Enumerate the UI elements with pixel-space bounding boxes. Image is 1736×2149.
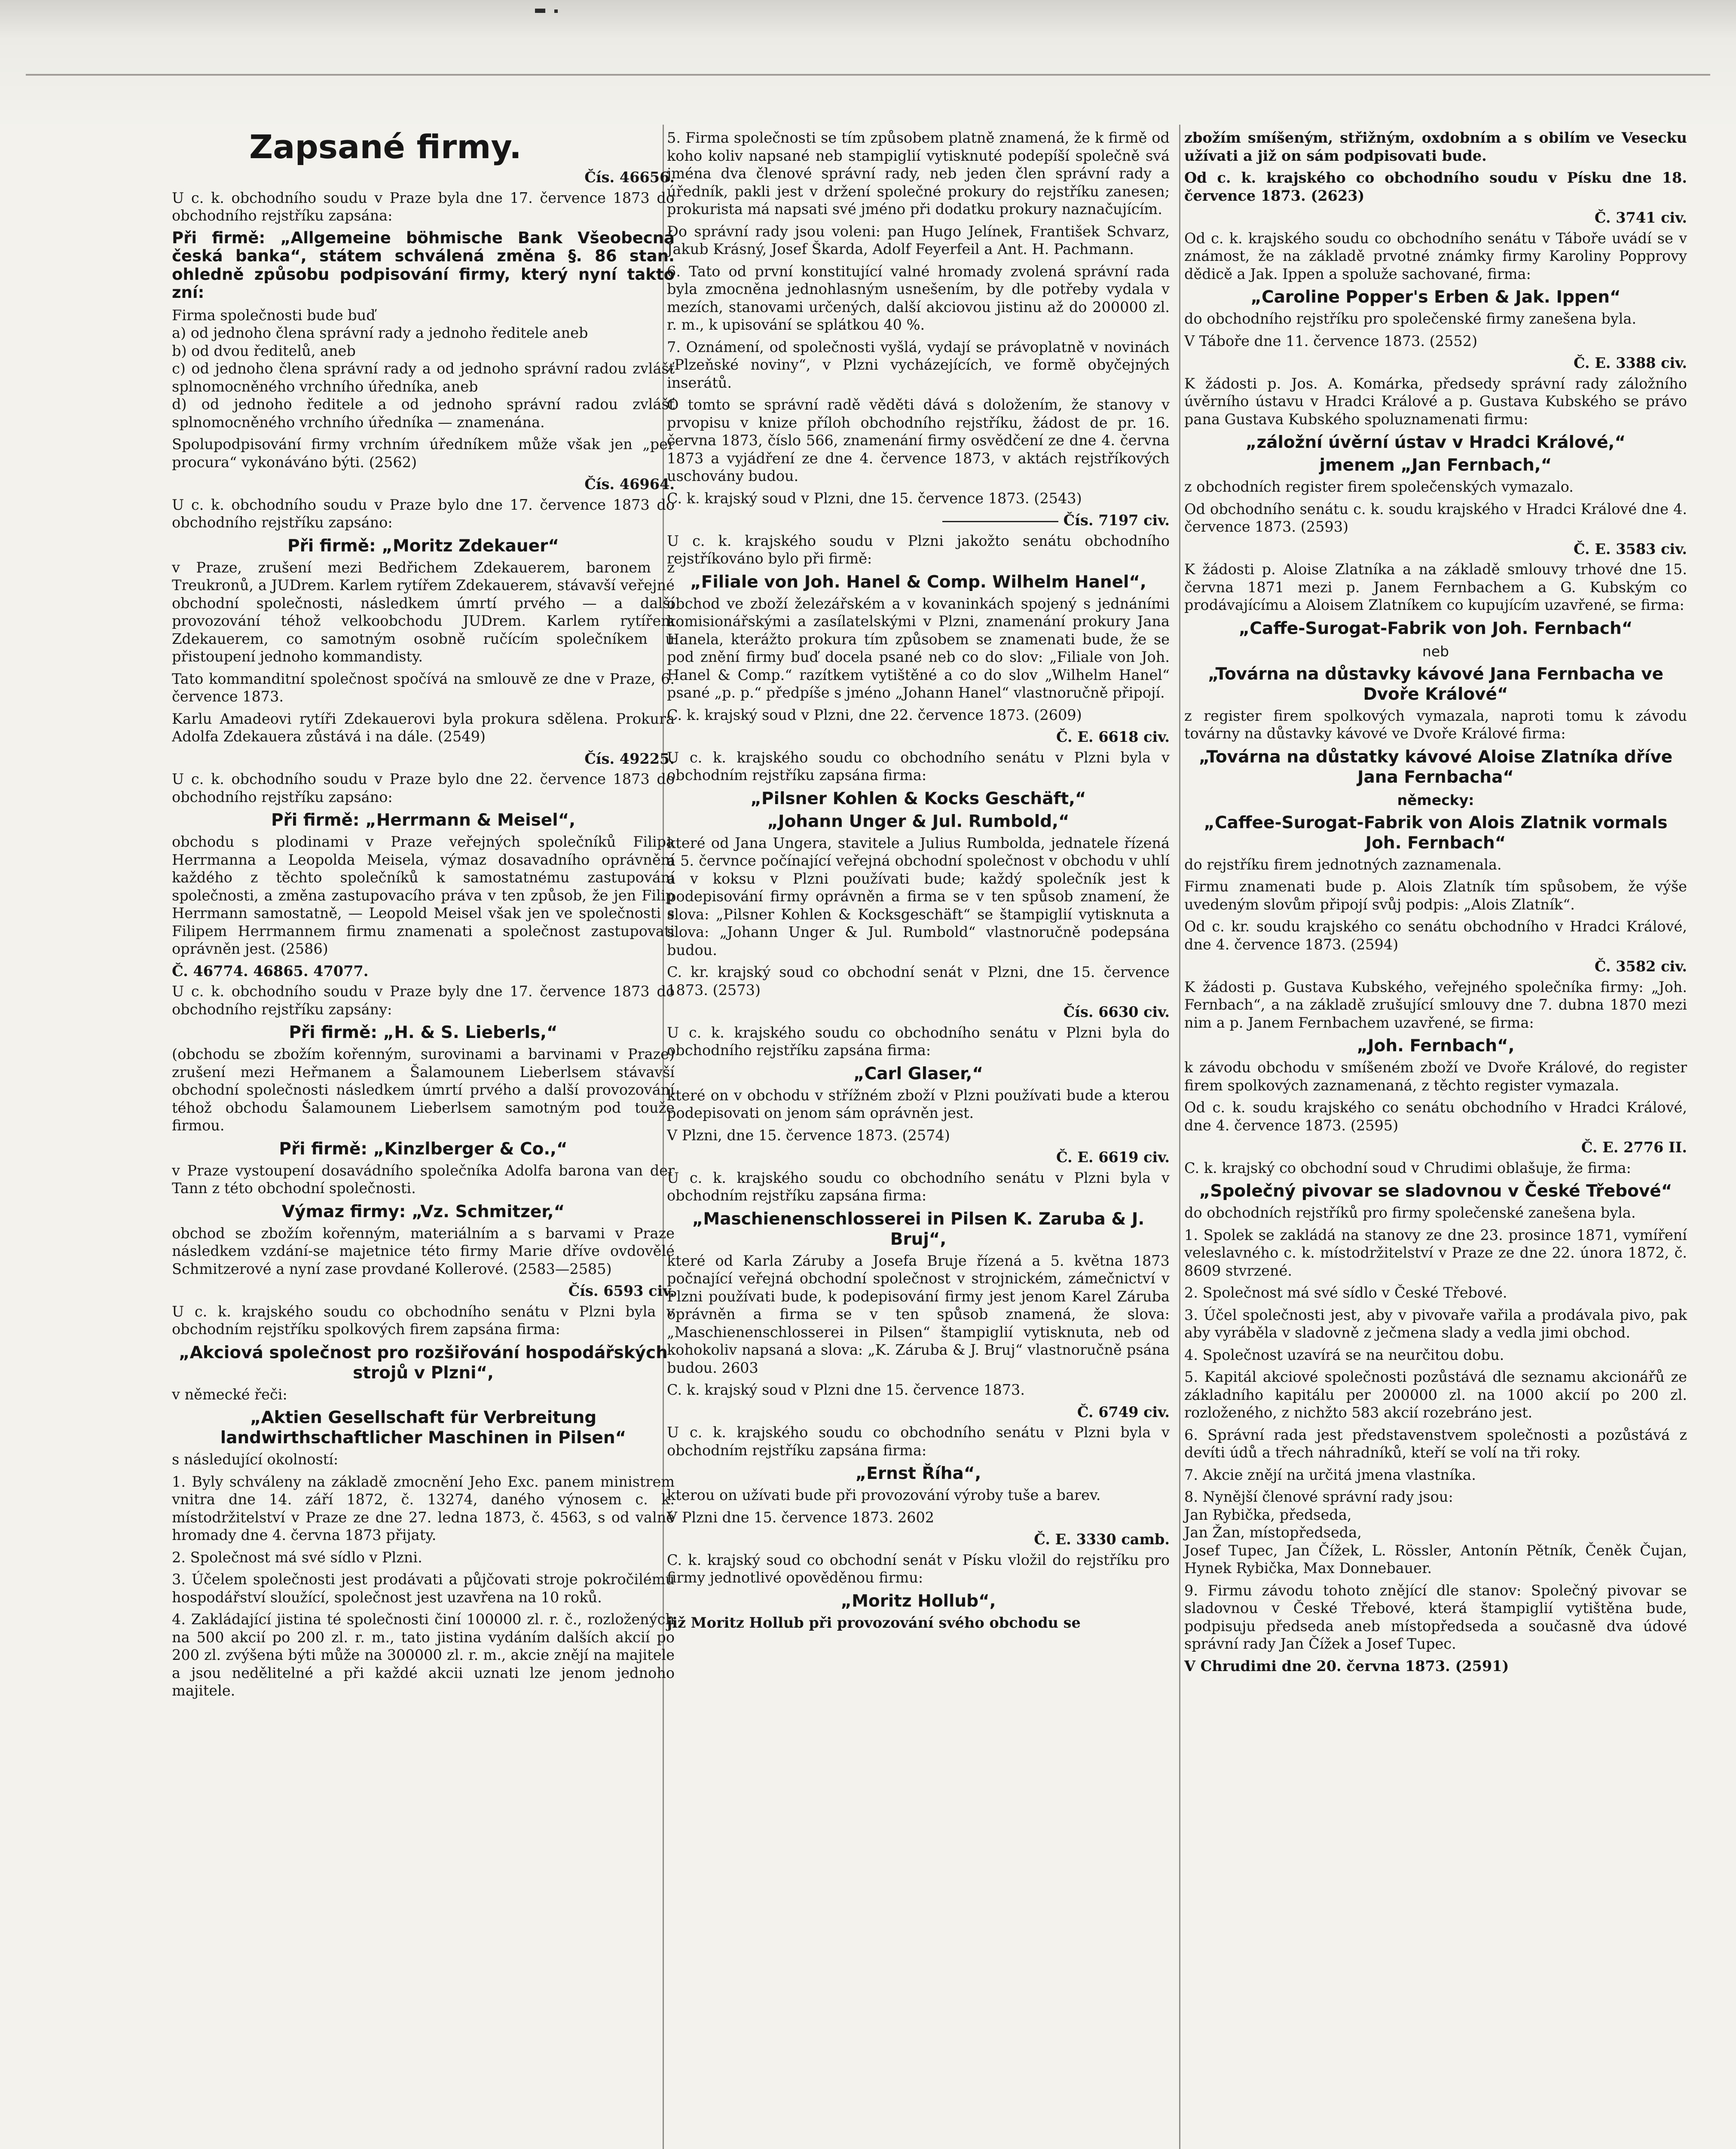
record-number: Č. E. 6618 civ. — [1056, 729, 1170, 745]
record-number: Č. E. 2776 II. — [1581, 1139, 1687, 1156]
paragraph: C. k. krajský soud v Plzni dne 15. července 1873. — [667, 1381, 1025, 1398]
print-speck — [554, 9, 558, 13]
paragraph: z register firem spolkových vymazala, naproti tomu k závodu továrny na důstavky kávové ve Dvoře Králové firma: — [1184, 707, 1687, 742]
paragraph: C. k. krajský soud v Plzni, dne 15. července 1873. (2543) — [667, 490, 1082, 507]
firm-name: „Caffee-Surogat-Fabrik von Alois Zlatnik vormals Joh. Fernbach“ — [1204, 813, 1668, 853]
paragraph: Tato kommanditní společnost spočívá na smlouvě ze dne v Praze, 6. července 1873. — [172, 670, 675, 705]
paragraph: V Táboře dne 11. července 1873. (2552) — [1184, 332, 1478, 349]
paragraph: v Praze vystoupení dosavádního společníka Adolfa barona van der Tann z této obchodní společnosti. — [172, 1162, 675, 1197]
paragraph: Spolupodpisování firmy vrchním úředníkem může však jen „per procura“ vykonáváno býti. (2562) — [172, 436, 675, 471]
firm-clause: Při firmě: „Allgemeine böhmische Bank Všeobecná česká banka“, státem schválená změna §. 86 stan. ohledně způsobu podpisování firmy, který nyní takto zní: — [172, 228, 675, 302]
record-number: Čís. 6593 civ. — [568, 1283, 675, 1299]
paragraph: do obchodního rejstříku pro společenské firmy zanešena byla. — [1184, 310, 1637, 327]
paragraph: v Praze, zrušení mezi Bedřichem Zdekauerem, baronem z Treukronů, a JUDrem. Karlem rytířem Zdekauerem, stávavší veřejné obchodní společnosti, následkem úmrtí prvého — a další provozování téhož velkoobchodu JUDrem. Karlem rytířem Zdekauerem, co samotným osobně ručícím společníkem u přistoupení jednoho kommandisty. — [172, 559, 675, 665]
paragraph: do rejstříku firem jednotných zaznamenala. — [1184, 856, 1502, 873]
paragraph: 9. Firmu závodu tohoto znějící dle stanov: Společný pivovar se sladovnou v České Třebové, která štampiglií vytištěna bude, podpisuju předseda aneb místopředseda a současně dva údové správní rady Jan Čížek a Josef Tupec. — [1184, 1582, 1687, 1652]
conjunction: neb — [1422, 643, 1449, 660]
paragraph: které od Karla Záruby a Josefa Bruje řízená a 5. května 1873 počnající veřejná obchodní společnost v strojnickém, zámečnictví v Plzni používati bude, k podepisování firmy jest jenom Karel Záruba oprávněn a firma se v ten spůsob znamená, že slova: „Maschienenschlosserei in Pilsen“ štampiglií vytisknuta, neb od kohokoliv napsaná a slova: „K. Záruba & J. Bruj“ vlastnoručně psána budou. 2603 — [667, 1252, 1170, 1376]
firm-name: „Caroline Popper's Erben & Jak. Ippen“ — [1250, 288, 1621, 307]
paragraph: 8. Nynější členové správní rady jsou: Jan Rybička, předseda, Jan Žan, místopředseda, Josef Tupec, Jan Čížek, L. Rössler, Antonín Pětník, Čeněk Čujan, Hynek Rybička, Max Donnebauer. — [1184, 1488, 1687, 1577]
paragraph: které on v obchodu v střížném zboží v Plzni používati bude a kterou podepisovati on jenom sám oprávněn jest. — [667, 1087, 1170, 1121]
paragraph: 5. Firma společnosti se tím způsobem platně znamená, že k firmě od koho koliv napsané neb stampiglií vytisknuté podepíší společně svá jména dva členové správní rady, neb jeden člen správní rady a úředník, pakli jest v držení společné prokury do rejstříku zanesen; prokurista má napsati své jméno při dodatku prokury naznačujícím. — [667, 129, 1170, 217]
firm-name: „Továrna na důstatky kávové Aloise Zlatníka dříve Jana Fernbacha“ — [1198, 747, 1673, 787]
firm-name: „Joh. Fernbach“, — [1357, 1036, 1515, 1056]
paragraph: U c. k. krajského soudu co obchodního senátu v Plzni byla do obchodního rejstříku zapsána firma: — [667, 1024, 1170, 1059]
language-note: německy: — [1397, 791, 1474, 808]
paragraph: Firma společnosti bude buď a) od jednoho člena správní rady a jednoho ředitele aneb b) od dvou ředitelů, aneb c) od jednoho člena správní rady a od jednoho správní radou zvlášť splnomocněného vrchního úředníka, aneb d) od jednoho ředitele a od jednoho správní radou zvlášť splnomocněného vrchního úředníka — znamenána. — [172, 306, 675, 431]
record-number: Čís. 49225. — [584, 750, 675, 767]
record-number: Č. E. 3583 civ. — [1573, 540, 1687, 557]
separator-rule — [942, 521, 1058, 522]
paragraph: Do správní rady jsou voleni: pan Hugo Jelínek, František Schvarz, Jakub Krásný, Josef Škarda, Adolf Feyerfeil a Ant. H. Pachmann. — [667, 223, 1170, 257]
paragraph: K žádosti p. Jos. A. Komárka, předsedy správní rady záložního úvěrního ústavu v Hradci Králové a p. Gustava Kubského se právo pana Gustava Kubského spoluznamenati firmu: — [1184, 375, 1687, 428]
column-left — [172, 129, 675, 1704]
paragraph: U c. k. krajského soudu co obchodního senátu v Plzni byla v obchodním rejstříku spolkových firem zapsána firma: — [172, 1303, 675, 1338]
record-number: Č. E. 3330 camb. — [1034, 1531, 1170, 1548]
paragraph: s následující okolností: — [172, 1451, 339, 1468]
paragraph: 6. Správní rada jest představenstvem společnosti a pozůstává z devíti údů a třech náhradníků, kteří se volí na tři roky. — [1184, 1426, 1687, 1461]
record-number: Č. 3582 civ. — [1594, 958, 1687, 975]
record-number: Čís. 46964. — [584, 476, 675, 493]
record-number: Č. 46774. 46865. 47077. — [172, 962, 369, 980]
record-number: Č. E. 6619 civ. — [1056, 1149, 1170, 1166]
paragraph: U c. k. krajského soudu v Plzni jakožto senátu obchodního rejstříkováno bylo při firmě: — [667, 532, 1170, 567]
paragraph: Od c. k. soudu krajského co senátu obchodního v Hradci Králové, dne 4. července 1873. (2595) — [1184, 1099, 1687, 1134]
paragraph: 7. Akcie znějí na určitá jmena vlastníka. — [1184, 1466, 1476, 1483]
paragraph: do obchodních rejstříků pro firmy společenské zanešena byla. — [1184, 1204, 1636, 1221]
paragraph: 4. Zakládající jistina té společnosti činí 100000 zl. r. č., rozložených na 500 akcií po 200 zl. r. m., tato jistina vydáním dalších akcií po 200 zl. zvýšena býti může na 300000 zl. r. m., akcie znějí na majitele a jsou nedělitelné a při každé akcii uznati lze jenom jednoho majitele. — [172, 1611, 675, 1699]
record-number: Č. E. 3388 civ. — [1573, 355, 1687, 371]
record-number: Čís. 46656. — [584, 169, 675, 186]
paragraph: K žádosti p. Gustava Kubského, veřejného společníka firmy: „Joh. Fernbach“, a na základě zrušující smlouvy dne 7. dubna 1870 mezi nim a p. Janem Fernbachem uzavřené, se firma: — [1184, 978, 1687, 1031]
paragraph: U c. k. krajského soudu co obchodního senátu v Plzni byla v obchodním rejstříku zapsána firma: — [667, 1424, 1170, 1459]
firm-name: „Továrna na důstavky kávové Jana Fernbacha ve Dvoře Králové“ — [1207, 664, 1664, 704]
paragraph: V Chrudimi dne 20. června 1873. (2591) — [1184, 1657, 1509, 1675]
paragraph: K žádosti p. Aloise Zlatníka a na základě smlouvy trhové dne 15. června 1871 mezi p. Janem Fernbachem a G. Kubským co prodávajícímu a Aloisem Zlatníkem co kupujícím uzavřené, se firma: — [1184, 561, 1687, 613]
paragraph: U c. k. krajského soudu co obchodního senátu v Plzni byla v obchodním rejstříku zapsána firma: — [667, 749, 1170, 784]
paragraph: C. k. krajský co obchodní soud v Chrudimi oblašuje, že firma: — [1184, 1159, 1631, 1176]
paragraph: 1. Spolek se zakládá na stanovy ze dne 23. prosince 1871, vymíření veleslavného c. k. místodržitelství v Praze ze dne 22. února 1872, č. 8609 stvrzené. — [1184, 1226, 1687, 1279]
record-number — [667, 511, 1170, 530]
column-right — [1184, 129, 1687, 1679]
paragraph: 1. Byly schváleny na základě zmocnění Jeho Exc. panem ministrem vnitra dne 14. září 1872, č. 13274, daného výnosem c. k. místodržitelství v Praze ze dne 27. ledna 1873, č. 4563, s od valné hromady dne 4. června 1873 přijaty. — [172, 1473, 675, 1543]
firm-name: „Pilsner Kohlen & Kocks Geschäft,“ — [750, 789, 1086, 808]
paragraph: V Plzni, dne 15. července 1873. (2574) — [667, 1127, 950, 1144]
firm-name: Při firmě: „Herrmann & Meisel“, — [271, 811, 576, 830]
paragraph: C. kr. krajský soud co obchodní senát v Plzni, dne 15. července 1873. (2573) — [667, 964, 1170, 998]
paragraph: 7. Oznámení, od společnosti vyšlá, vydají se právoplatně v novinách „Plzeňské noviny“, v Plzni vycházejících, ve formě obyčejných inserátů. — [667, 338, 1170, 391]
firm-name: „Moritz Hollub“, — [840, 1591, 996, 1611]
column-rule — [1179, 125, 1180, 2149]
paragraph: k závodu obchodu v smíšeném zboží ve Dvoře Králové, do register firem spolkových zaznamenaná, z těchto register vymazala. — [1184, 1059, 1687, 1094]
paragraph: 2. Společnost má své sídlo v České Třebové. — [1184, 1284, 1507, 1301]
paragraph: Od obchodního senátu c. k. soudu krajského v Hradci Králové dne 4. července 1873. (2593) — [1184, 500, 1687, 535]
paragraph: U c. k. obchodního soudu v Praze bylo dne 17. července 1873 do obchodního rejstříku zapsáno: — [172, 496, 675, 531]
paragraph: z obchodních register firem společenských vymazalo. — [1184, 478, 1574, 495]
paragraph: 3. Účelem společnosti jest prodávati a půjčovati stroje pokročilému hospodářství sloužící, společnost jest uzavřena na 10 roků. — [172, 1571, 675, 1606]
paragraph: 3. Účel společnosti jest, aby v pivovaře vařila a prodávala pivo, pak aby vyráběla v sladovně z ječmena slady a vedla jimi obchod. — [1184, 1306, 1687, 1341]
firm-name: Při firmě: „Moritz Zdekauer“ — [287, 536, 559, 556]
firm-name: Při firmě: „H. & S. Lieberls,“ — [289, 1023, 558, 1042]
firm-name: „Aktien Gesellschaft für Verbreitung landwirthschaftlicher Maschinen in Pilsen“ — [220, 1408, 627, 1448]
paragraph: U c. k. obchodního soudu v Praze byla dne 17. července 1873 do obchodního rejstříku zapsána: — [172, 189, 675, 224]
record-number: Č. 6749 civ. — [1077, 1403, 1170, 1420]
firm-name: „Maschienenschlosserei in Pilsen K. Zaruba & J. Bruj“, — [692, 1209, 1145, 1249]
paragraph: obchodu s plodinami v Praze veřejných společníků Filipa Herrmanna a Leopolda Meisela, výmaz dosavadního oprávnění každého z těchto společníků k samostatnému zastupování společnosti, a změna zastupovacího práva v ten způsob, že jen Filip Herrmann samostatně, — Leopold Meisel však jen ve společnosti s Filipem Herrmannem firmu znamenati a společnost zastupovati oprávněn jest. (2586) — [172, 833, 675, 957]
print-speck — [535, 9, 545, 13]
paragraph: (obchodu se zbožím kořenným, surovinami a barvinami v Praze) zrušení mezi Heřmanem a Šalamounem Lieberlsem stávavší obchodní společnosti následkem úmrtí prvého a další provozování téhož obchodu Šalamounem Lieberlsem samotným pod touže firmou. — [172, 1046, 675, 1134]
paragraph: 5. Kapitál akciové společnosti pozůstává dle seznamu akcionářů ze základního kapitálu per 200000 zl. na 1000 akcií po 200 zl. rozloženého, z nichžto 583 akcií rozebráno jest. — [1184, 1368, 1687, 1421]
paragraph: V Plzni dne 15. července 1873. 2602 — [667, 1509, 935, 1526]
paragraph — [172, 229, 675, 302]
paragraph: C. k. krajský soud co obchodní senát v Písku vložil do rejstříku pro firmy jednotlivé opověděnou firmu: — [667, 1551, 1170, 1586]
paragraph: které od Jana Ungera, stavitele a Julius Rumbolda, jednatele řízená a 5. červnce počínající veřejná obchodní společnost v obchodu v uhlí a v koksu v Plzni používati bude; každý společník jest k podepisování firmy oprávněn a firma se v ten spůsob znamení, že slova: „Pilsner Kohlen & Kocksgeschäft“ se štampiglií vytisknuta a slova: „Johann Unger & Jul. Rumbold“ vlastnoručně podepsána budou. — [667, 834, 1170, 958]
record-number: Čís. 6630 civ. — [1063, 1004, 1170, 1020]
firm-name: „Ernst Říha“, — [855, 1464, 981, 1483]
record-number-text: Čís. 7197 civ. — [1063, 512, 1170, 529]
paragraph: obchod ve zboží železářském a v kovaninkách spojený s jednáními komisionářskými a zasílatelskými v Plzni, znamenání prokury Jana Hanela, kterážto prokura tím způsobem se znamenati bude, že se pod znění firmy buď docela psané neb co do slov: „Filiale von Joh. Hanel & Comp.“ razítkem vytištěné a co do slov „Wilhelm Hanel“ psané „p. p.“ předpíše s jméno „Johann Hanel“ vlastnoručně připojí. — [667, 595, 1170, 701]
firm-name: „Johann Unger & Jul. Rumbold,“ — [767, 811, 1070, 831]
paragraph: 6. Tato od první konstitující valné hromady zvolená správní rada byla zmocněna jednohlasným usnešením, by dle potřeby vydala v mezích, stanovami určených, další akciovou jistinu až do 200000 zl. r. m., k upisování se splátkou 40 %. — [667, 263, 1170, 333]
record-number: Č. 3741 civ. — [1594, 209, 1687, 226]
paragraph: U c. k. obchodního soudu v Praze bylo dne 22. července 1873 do obchodního rejstříku zapsáno: — [172, 771, 675, 805]
column-middle — [667, 129, 1170, 1636]
paragraph: U c. k. krajského soudu co obchodního senátu v Plzni byla v obchodním rejstříku zapsána firma: — [667, 1169, 1170, 1204]
firm-name: „Společný pivovar se sladovnou v České Třebové“ — [1199, 1182, 1672, 1201]
firm-name: „Carl Glaser,“ — [853, 1064, 984, 1084]
paragraph: v německé řeči: — [172, 1386, 287, 1403]
paragraph: C. k. krajský soud v Plzni, dne 22. července 1873. (2609) — [667, 706, 1082, 723]
paragraph: zbožím smíšeným, střižným, oxdobním a s obilím ve Vesecku užívati a již on sám podpisovati bude. — [1184, 129, 1687, 164]
page-title: Zapsané firmy. — [249, 128, 522, 166]
paragraph: obchod se zbožím kořenným, materiálním a s barvami v Praze následkem vzdání-se majetnice této firmy Marie dříve ovdovělé Schmitzerové a nyní zase provdané Kollerové. (2583—2585) — [172, 1225, 675, 1277]
paragraph: 4. Společnost uzavírá se na neurčitou dobu. — [1184, 1346, 1504, 1363]
paragraph: Firmu znamenati bude p. Alois Zlatník tím spůsobem, že výše uvedeným slovům připojí svůj podpis: „Alois Zlatník“. — [1184, 878, 1687, 913]
top-border-line — [26, 74, 1710, 76]
firm-name: „Filiale von Joh. Hanel & Comp. Wilhelm Hanel“, — [690, 572, 1146, 592]
firm-name: „Akciová společnost pro rozšiřování hospodářských strojů v Plzni“, — [179, 1343, 668, 1383]
paragraph: kterou on užívati bude při provozování výroby tuše a barev. — [667, 1487, 1101, 1503]
firm-name: „Caffe-Surogat-Fabrik von Joh. Fernbach“ — [1238, 618, 1633, 638]
paragraph: Karlu Amadeovi rytíři Zdekauerovi byla prokura sdělena. Prokura Adolfa Zdekauera zůstává i na dále. (2549) — [172, 710, 675, 745]
firm-name: „záložní úvěrní ústav v Hradci Králové,“ — [1245, 433, 1626, 452]
paragraph: Od c. k. krajského co obchodního soudu v Písku dne 18. července 1873. (2623) — [1184, 169, 1687, 204]
paragraph: Od c. kr. soudu krajského co senátu obchodního v Hradci Králové, dne 4. července 1873. (2594) — [1184, 918, 1687, 953]
paragraph: již Moritz Hollub při provozování svého obchodu se — [667, 1614, 1081, 1631]
paragraph: U c. k. obchodního soudu v Praze byly dne 17. července 1873 do obchodního rejstříku zapsány: — [172, 983, 675, 1018]
firm-name: jmenem „Jan Fernbach,“ — [1319, 456, 1552, 475]
firm-name: Při firmě: „Kinzlberger & Co.,“ — [279, 1139, 568, 1159]
paragraph: Od c. k. krajského soudu co obchodního senátu v Táboře uvádí se v známost, že na základě prvotné známky firmy Karoliny Popprovy dědicě a Jak. Ippen a spoluže sachované, firma: — [1184, 230, 1687, 282]
paragraph: 2. Společnost má své sídlo v Plzni. — [172, 1549, 422, 1566]
firm-name: Výmaz firmy: „Vz. Schmitzer,“ — [281, 1202, 565, 1221]
paragraph: O tomto se správní radě věděti dává s doložením, že stanovy v prvopisu v knize příloh obchodního rejstříku, žádost de pr. 16. června 1873, číslo 566, znamenání firmy osvědčení ze dne 4. června 1873 a vyjádření ze dne 4. července 1873, v aktách rejstříkových uschovány budou. — [667, 396, 1170, 484]
